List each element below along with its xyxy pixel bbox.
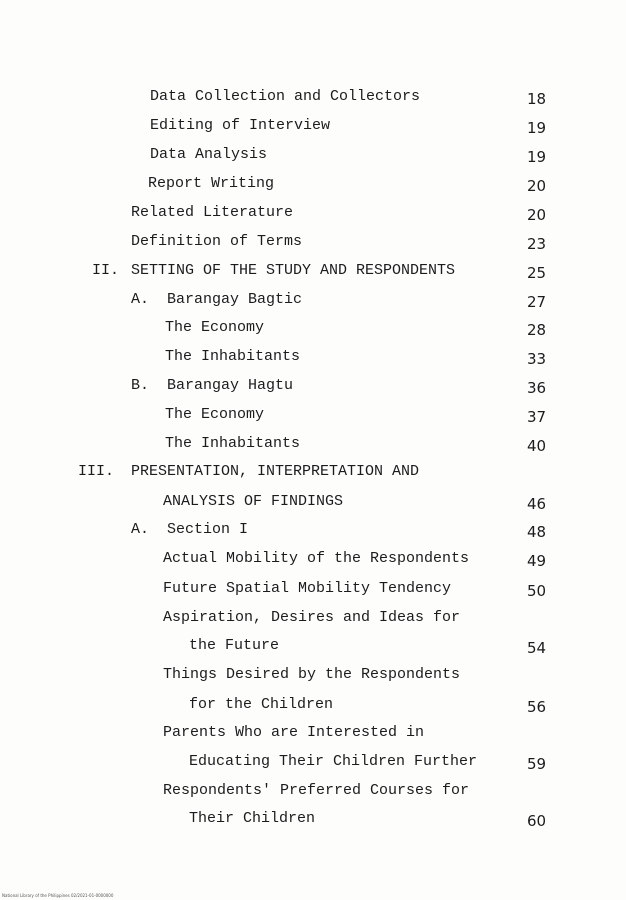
toc-entry-text: Their Children bbox=[189, 810, 316, 827]
toc-entry-text: Future Spatial Mobility Tendency bbox=[163, 580, 452, 597]
toc-entry bbox=[0, 319, 626, 343]
toc-entry-text: Actual Mobility of the Respondents bbox=[163, 550, 470, 567]
toc-page-number: 36 bbox=[527, 379, 547, 397]
toc-entry-text: A. Barangay Bagtic bbox=[131, 291, 303, 308]
toc-page-number: 19 bbox=[527, 119, 547, 137]
toc-entry bbox=[0, 637, 626, 661]
toc-entry bbox=[0, 782, 626, 806]
toc-entry-text: The Inhabitants bbox=[165, 435, 301, 452]
toc-page-number: 20 bbox=[527, 177, 547, 195]
toc-entry-text: Editing of Interview bbox=[150, 117, 331, 134]
toc-entry-text: Related Literature bbox=[131, 204, 294, 221]
toc-entry-text: Parents Who are Interested in bbox=[163, 724, 425, 741]
toc-entry-text: Data Analysis bbox=[150, 146, 268, 163]
toc-entry-text: for the Children bbox=[189, 696, 334, 713]
toc-page-number: 33 bbox=[527, 350, 547, 368]
toc-entry-text: SETTING OF THE STUDY AND RESPONDENTS bbox=[131, 262, 456, 279]
toc-chapter-heading bbox=[0, 262, 626, 286]
toc-entry-text: PRESENTATION, INTERPRETATION AND bbox=[131, 463, 420, 480]
toc-page-number: 25 bbox=[527, 264, 547, 282]
library-stamp: National Library of the Philippines 02/2021-01-0000000 bbox=[2, 893, 114, 898]
toc-entry bbox=[0, 88, 626, 112]
toc-page-number: 23 bbox=[527, 235, 547, 253]
toc-entry bbox=[0, 117, 626, 141]
toc-page-number: 37 bbox=[527, 408, 547, 426]
toc-entry bbox=[0, 406, 626, 430]
toc-chapter-heading bbox=[0, 463, 626, 487]
toc-page-number: 59 bbox=[527, 755, 547, 773]
toc-page-number: 20 bbox=[527, 206, 547, 224]
toc-page-number: 48 bbox=[527, 523, 547, 541]
toc-entry-text: Definition of Terms bbox=[131, 233, 303, 250]
toc-entry-text: Report Writing bbox=[148, 175, 275, 192]
toc-entry bbox=[0, 377, 626, 401]
toc-entry bbox=[0, 146, 626, 170]
toc-entry bbox=[0, 724, 626, 748]
toc-entry bbox=[0, 348, 626, 372]
toc-page-number: 50 bbox=[527, 582, 547, 600]
toc-entry bbox=[0, 753, 626, 777]
toc-entry bbox=[0, 435, 626, 459]
toc-entry-text: the Future bbox=[189, 637, 280, 654]
toc-entry-text: A. Section I bbox=[131, 521, 249, 538]
chapter-numeral: II. bbox=[92, 262, 120, 279]
toc-page-number: 46 bbox=[527, 495, 547, 513]
toc-page-number: 18 bbox=[527, 90, 547, 108]
toc-entry bbox=[0, 175, 626, 199]
toc-page-number: 28 bbox=[527, 321, 547, 339]
toc-entry bbox=[0, 521, 626, 545]
toc-entry-text: Things Desired by the Respondents bbox=[163, 666, 461, 683]
toc-entry bbox=[0, 493, 626, 517]
toc-page-number: 49 bbox=[527, 552, 547, 570]
toc-page-number: 40 bbox=[527, 437, 547, 455]
toc-entry-text: The Inhabitants bbox=[165, 348, 301, 365]
toc-entry-text: Respondents' Preferred Courses for bbox=[163, 782, 470, 799]
toc-entry bbox=[0, 696, 626, 720]
toc-entry bbox=[0, 810, 626, 834]
toc-entry-text: B. Barangay Hagtu bbox=[131, 377, 294, 394]
toc-entry-text: Educating Their Children Further bbox=[189, 753, 478, 770]
toc-entry-text: Data Collection and Collectors bbox=[150, 88, 421, 105]
toc-page-number: 56 bbox=[527, 698, 547, 716]
toc-page-number: 19 bbox=[527, 148, 547, 166]
chapter-numeral: III. bbox=[78, 463, 115, 480]
toc-entry bbox=[0, 233, 626, 257]
toc-page-number: 54 bbox=[527, 639, 547, 657]
toc-entry-text: The Economy bbox=[165, 406, 265, 423]
toc-entry-text: Aspiration, Desires and Ideas for bbox=[163, 609, 461, 626]
toc-entry-text: The Economy bbox=[165, 319, 265, 336]
toc-page-number: 60 bbox=[527, 812, 547, 830]
toc-entry bbox=[0, 550, 626, 574]
toc-entry bbox=[0, 580, 626, 604]
toc-page-number: 27 bbox=[527, 293, 547, 311]
toc-entry bbox=[0, 291, 626, 315]
toc-entry-text: ANALYSIS OF FINDINGS bbox=[163, 493, 344, 510]
toc-entry bbox=[0, 204, 626, 228]
toc-entry bbox=[0, 666, 626, 690]
toc-entry bbox=[0, 609, 626, 633]
